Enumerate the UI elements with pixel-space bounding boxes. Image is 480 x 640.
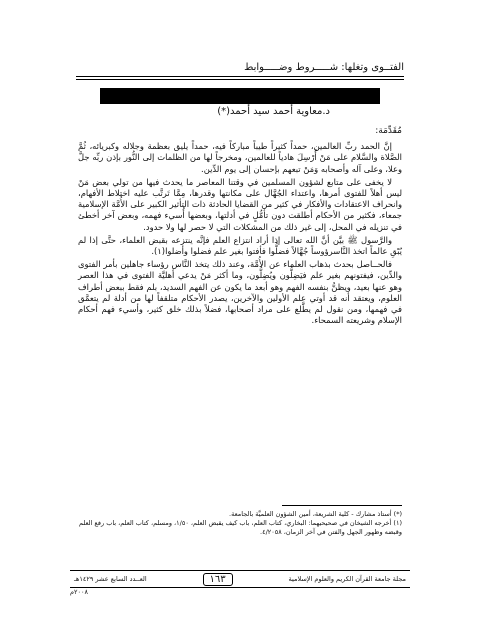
paragraph-2: لا يخفى على متابع لشؤون المسلمين في وقتنا المعاصر ما يحدث فيها من تولي بعض مَنْ ليس أهلاً للفتوى أمرها، واعتداء الجُهَّال على مكانتها وقدرها، مِمَّا تَرتَّب عليه اختلاط الأفهام، وانحراف الاعتقادات والأفكار في كثير من القضايا الحادثة ذات التأثير الكبير على الأُمَّة الإسلامية جمعاء، فكثير من الأحكام أطلقت دون تأمُّلٍ في أدلتها، وبعضها أُسيء فهمه، وبعض آخر أخطئ في تنزيله في المحل، إلى غير ذلك من المشكلات التي لا حصر لها ولا حدود. xyxy=(78,176,402,232)
header-divider xyxy=(76,76,404,80)
running-title: الفتــوى وتغلها: شـــــروط وضـــــوابط xyxy=(244,62,404,73)
journal-name: مجلة جامعة القرآن الكريم والعلوم الإسلامية xyxy=(288,575,406,583)
footnote-divider xyxy=(282,505,402,506)
paragraph-4: فالحــاصل بحدث بذهاب العلماء عن الأُمَّة، وعند ذلك يتخذ النَّاس رؤساء جاهلين بأمر الفتوى والدِّين، فيفتونهم بغير علم فيَضِلُّون ويُضِلُّون، وما أكثر مَنْ يدعي أهليَّة الفتوى في هذا العصر وهو عنها بعيد، ويظنُّ بنفسه الفهم وهو أبعد ما يكون عن الفهم السديد، بلم فقط ببعض أطراف العلوم، ويعتقد أنه قد أوتي علم الأولين والآخرين، يصدر الأحكام متلقفاً لها من أدلة لم يتعمَّق في فهمها، ومن نقول لم يطَّلع على مراد أصحابها، فضلاً بذلك خلق كثير، وأسيء فهم أحكام الإسلام وشريعته السمحاء. xyxy=(78,259,402,326)
paragraph-3: والرَّسول ﷺ بيَّن أنَّ الله تعالى إذا أراد انتزاع العلم فإنَّه ينتزعه بقبض العلماء، حتَّى إذا لم يُبْقِ عالماً اتخذ النَّاسرؤوساً جُهَّالاً فضلُّوا فأفتوا بغير علم فضلوا وأضلوا(١). xyxy=(78,234,402,257)
author-line: د.معاوية أحمد سيد أحمد(*) xyxy=(217,106,330,117)
redacted-title-bar xyxy=(100,88,380,104)
page-footer xyxy=(70,570,410,588)
paragraph-1: إنَّ الحمد ربِّ العالمين، حمداً كثيراً طيباً مباركاً فيه، حمداً يليق بعظمة وجلاله وكبريائه، ثُمَّ الصَّلاة والسَّلام على مَنْ أُرْسِلَ هادياً للعالمين، ومخرجاً لها من الظلمات إلى النُّور بإذن ربِّه جلَّ وعلا، وعلى آله وأصحابه وَمَنْ تبعهم بإحسان إلى يوم الدِّين. xyxy=(78,141,402,174)
article-body xyxy=(78,126,402,328)
page-number: ١٦٣ xyxy=(203,573,233,586)
footnote-item: (١) أخرجه الشيخان في صحيحيهما: البخاري، كتاب العلم، باب كيف يقبض العلم، ١/٥٠، ومسلم، كتاب العلم، باب رفع العلم وقبضه وظهور الجهل والفتن في آخر الزمان، ٤/٢٠٥٨. xyxy=(78,519,402,536)
footer-year: ٢٠٠٨م xyxy=(70,588,88,596)
footnotes xyxy=(78,510,402,537)
issue-label: العــدد السابع عشر ١٤٢٩هـ xyxy=(74,575,147,583)
footnote-item: (*) أستاذ مشارك - كلية الشريعة، أمين الشؤون العلميَّة بالجامعة. xyxy=(229,510,402,518)
section-heading: مُقَدِّمَة: xyxy=(375,126,402,136)
